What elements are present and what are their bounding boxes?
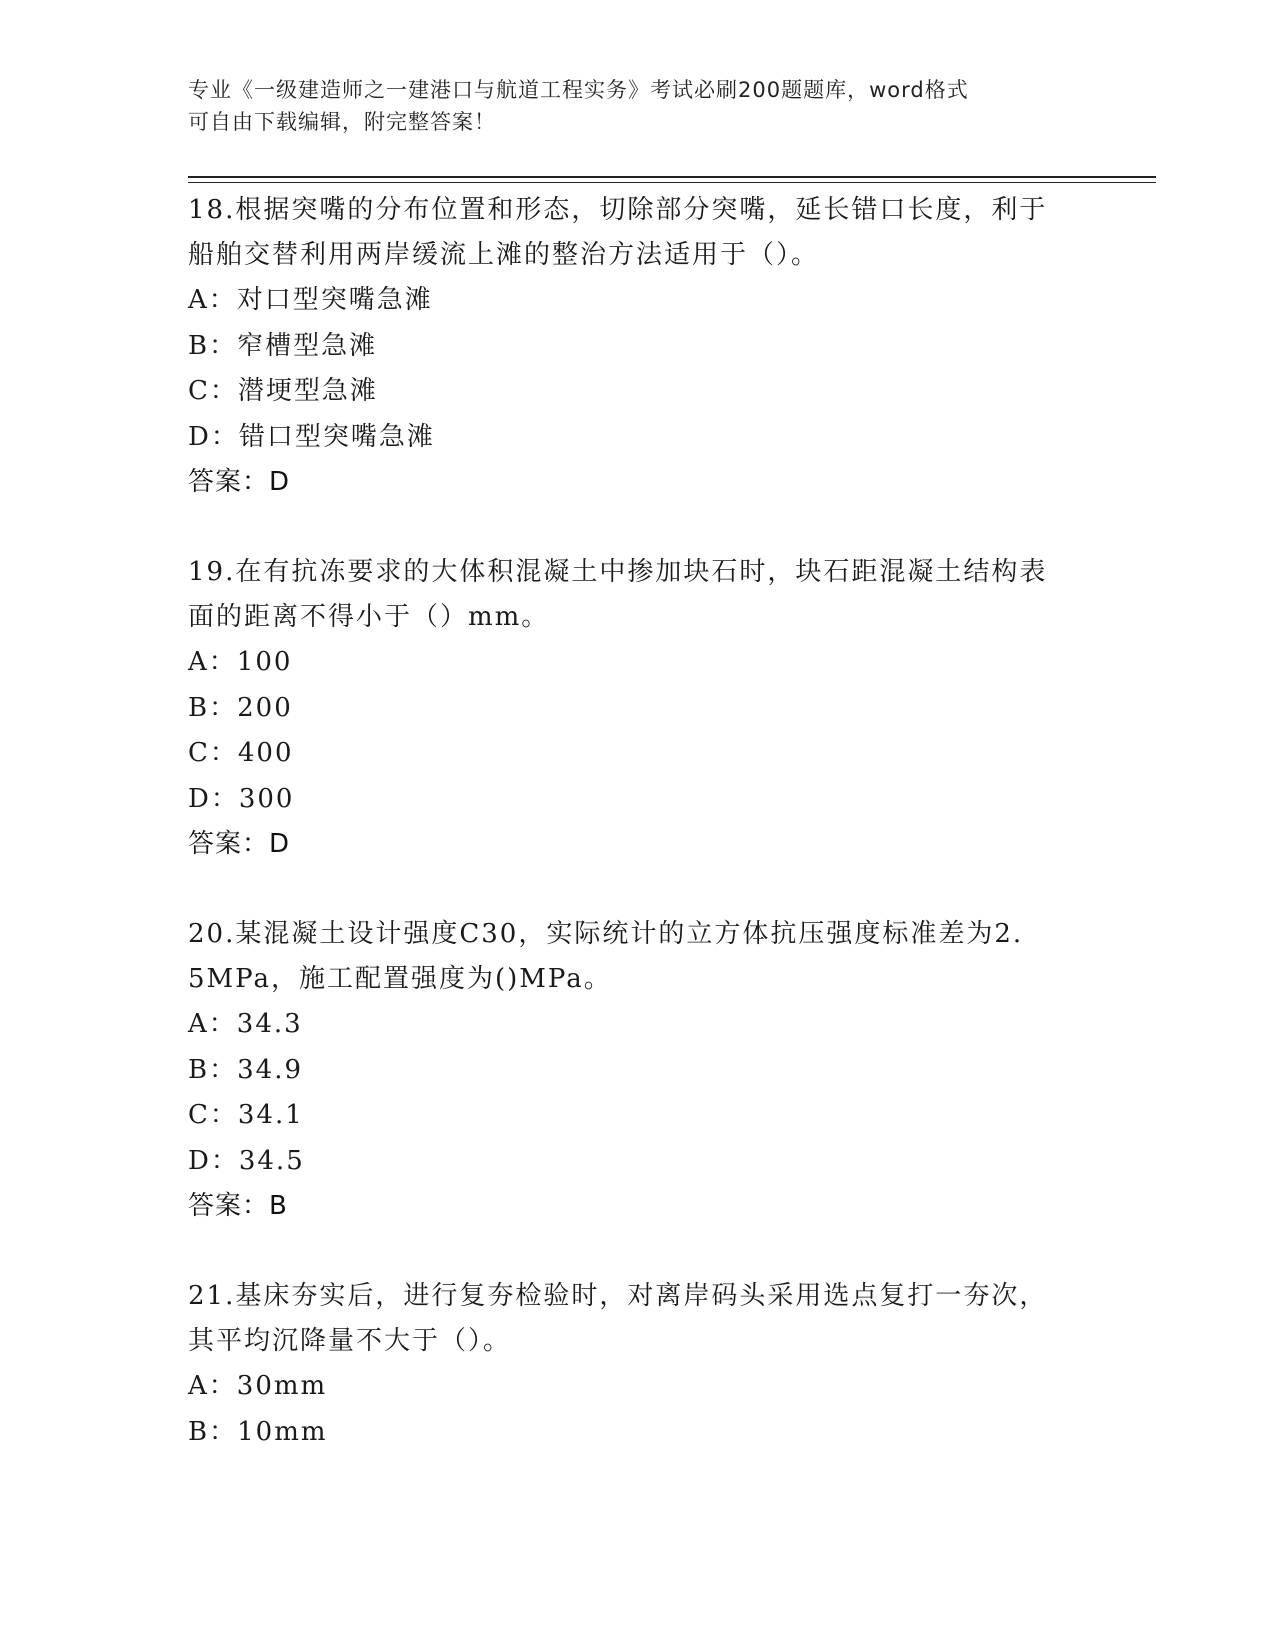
header-title-line-2: 可自由下载编辑，附完整答案！ [188,110,496,134]
option-c: C：400 [188,738,294,768]
question-spacer [188,867,1088,912]
question-21 [188,1274,1088,1455]
question-stem-line: 18.根据突嘴的分布位置和形态，切除部分突嘴，延长错口长度，利于 [188,195,1048,225]
document-header [188,74,1088,138]
answer-line: 答案：B [188,1191,288,1221]
option-b: B：34.9 [188,1054,303,1085]
option-c: C：34.1 [188,1100,304,1130]
header-divider-thin [188,182,1156,183]
question-stem-line: 21.基床夯实后，进行复夯检验时，对离岸码头采用选点复打一夯次， [188,1281,1048,1311]
option-a: A：34.3 [188,1009,303,1039]
answer-line: 答案：D [188,467,291,497]
option-b: B：10mm [188,1416,328,1447]
answer-line: 答案：D [188,829,291,859]
question-18 [188,188,1088,505]
header-title-line-1: 专业《一级建造师之一建港口与航道工程实务》考试必刷200题题库，word格式 [188,78,969,102]
question-spacer [188,505,1088,550]
question-stem-line: 面的距离不得小于（）mm。 [188,602,550,632]
question-list [188,188,1088,1455]
question-stem-line: 20.某混凝土设计强度C30，实际统计的立方体抗压强度标准差为2. [188,919,1024,949]
option-b: B：200 [188,692,293,723]
option-a: A：对口型突嘴急滩 [188,285,433,315]
question-19 [188,550,1088,867]
option-d: D：34.5 [188,1145,305,1176]
question-stem-line: 19.在有抗冻要求的大体积混凝土中掺加块石时，块石距混凝土结构表 [188,557,1048,587]
option-c: C：潜埂型急滩 [188,376,378,406]
question-stem-line: 船舶交替利用两岸缓流上滩的整治方法适用于（）。 [188,240,820,270]
option-d: D：300 [188,783,295,814]
option-a: A：30mm [188,1371,328,1401]
option-d: D：错口型突嘴急滩 [188,421,435,452]
question-stem-line: 5MPa，施工配置强度为()MPa。 [188,964,612,994]
option-b: B：窄槽型急滩 [188,330,378,361]
option-a: A：100 [188,647,293,677]
question-stem-line: 其平均沉降量不大于（）。 [188,1326,512,1356]
question-20 [188,912,1088,1229]
header-divider-thick [188,176,1156,178]
question-spacer [188,1229,1088,1274]
